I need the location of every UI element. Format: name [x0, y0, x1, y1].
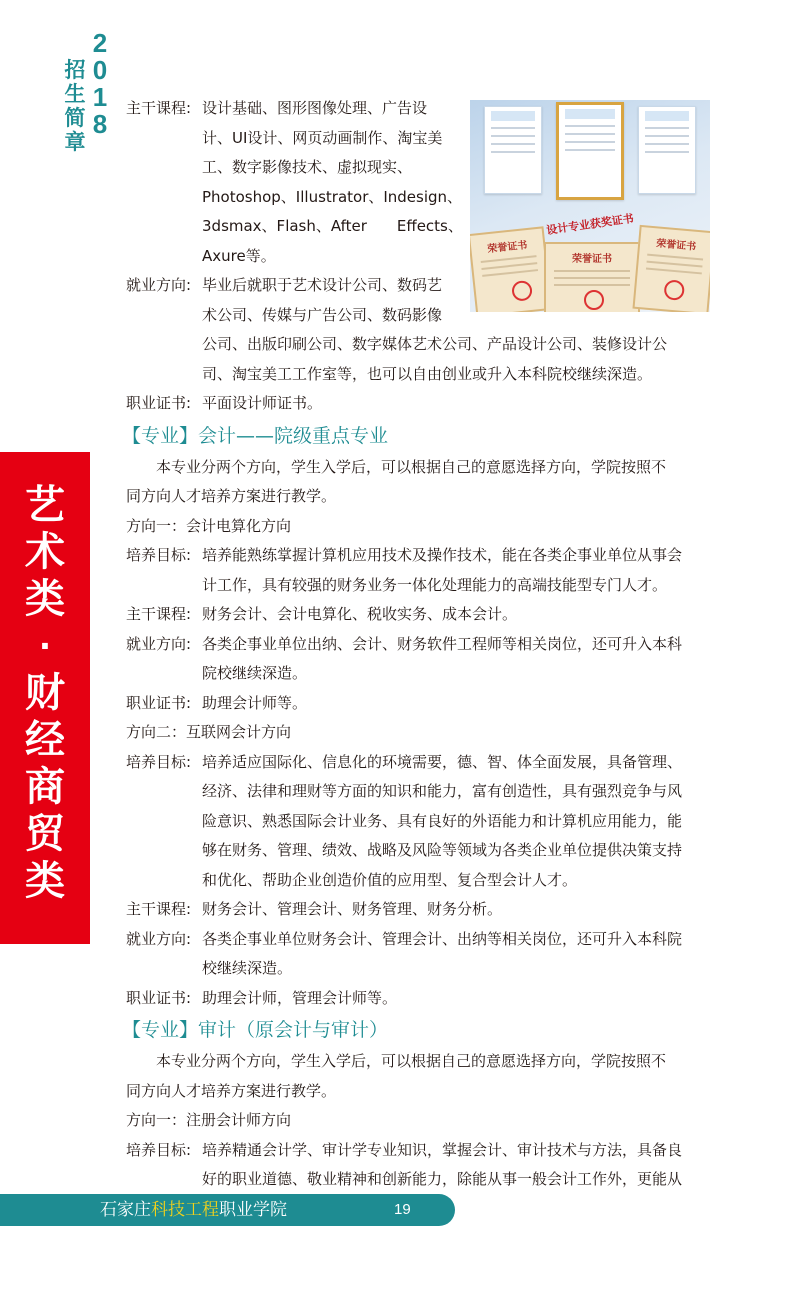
- field-label: 职业证书:: [126, 988, 192, 1007]
- category-label: [0, 482, 90, 905]
- footer-bar: [0, 1194, 455, 1226]
- page-content: [122, 94, 716, 1195]
- brand-char: 章: [64, 130, 86, 154]
- text-line: Axure等。: [202, 246, 276, 265]
- text-line: 和优化、帮助企业创造价值的应用型、复合型会计人才。: [202, 870, 578, 889]
- text-line: 术公司、传媒与广告公司、数码影像: [202, 305, 443, 324]
- field-text: [202, 925, 716, 984]
- text-line: 培养精通会计学、审计学专业知识，掌握会计、审计技术与方法，具备良: [202, 1140, 683, 1159]
- main-courses: [126, 895, 716, 925]
- direction-heading: 方向一：会计电算化方向: [126, 516, 292, 535]
- professional-certificate: [126, 689, 716, 719]
- field-label: 就业方向:: [126, 634, 192, 653]
- direction-heading: 方向二：互联网会计方向: [126, 723, 292, 741]
- text-line: 好的职业道德、敬业精神和创新能力，除能从事一般会计工作外，更能从: [202, 1170, 683, 1188]
- main-courses: [126, 600, 716, 630]
- text-line: Photoshop、Illustrator、Indesign、: [202, 187, 463, 206]
- category-char: 贸: [25, 811, 65, 857]
- design-certificate: [126, 389, 716, 419]
- school-name-highlight: 科技工程: [151, 1200, 219, 1220]
- text-line: 够在财务、管理、绩效、战略及风险等领域为各类企业单位提供决策支持: [202, 841, 683, 859]
- field-text: [202, 748, 716, 896]
- section-title-accounting: 【专业】会计——院级重点专业: [122, 424, 389, 447]
- brand-year: [89, 30, 111, 138]
- training-goal: [126, 748, 716, 896]
- section-title-audit: 【专业】审计（原会计与审计）: [122, 1019, 389, 1041]
- category-char: 艺: [25, 482, 65, 528]
- design-career: [126, 271, 716, 389]
- field-text: 助理会计师等。: [202, 693, 308, 712]
- year-digit: 1: [92, 82, 108, 112]
- section-intro: [126, 1047, 716, 1106]
- page-number: 19: [394, 1201, 411, 1218]
- field-label: 就业方向:: [126, 276, 192, 294]
- career-direction: [126, 925, 716, 984]
- field-text: [202, 630, 716, 689]
- field-label: 培养目标:: [126, 752, 192, 771]
- category-side-tab: [0, 452, 90, 944]
- text-line: 经济、法律和理财等方面的知识和能力，富有创造性，具有强烈竞争与风: [202, 782, 683, 800]
- text-line: 同方向人才培养方案进行教学。: [126, 487, 337, 505]
- category-char: 类: [25, 576, 65, 622]
- category-char: 商: [25, 764, 65, 810]
- category-char: 财: [25, 670, 65, 716]
- text-line: 工、数字影像技术、虚拟现实、: [202, 158, 413, 176]
- category-char: 经: [25, 717, 65, 763]
- brand-subtitle: [62, 58, 88, 154]
- text-line: 培养能熟练掌握计算机应用技术及操作技术，能在各类企事业单位从事会: [202, 546, 683, 564]
- award-title: 荣誉证书: [655, 238, 697, 253]
- award-title: 荣誉证书: [572, 254, 612, 265]
- text-line: 计工作，具有较强的财务业务一体化处理能力的高端技能型专门人才。: [202, 575, 668, 594]
- direction-heading: 方向一：注册会计师方向: [126, 1111, 292, 1129]
- field-label: 职业证书:: [126, 693, 192, 712]
- field-text: 财务会计、会计电算化、税收实务、成本会计。: [202, 605, 518, 623]
- text-line: 各类企事业单位出纳、会计、财务软件工程师等相关岗位，还可升入本科: [202, 634, 683, 653]
- year-digit: 2: [92, 28, 108, 58]
- category-separator: ·: [38, 627, 52, 665]
- text-line: 3dsmax、Flash、After Effects、: [202, 217, 463, 235]
- text-line: 公司、出版印刷公司、数字媒体艺术公司、产品设计公司、装修设计公: [202, 335, 668, 353]
- brand-char: 生: [64, 82, 86, 106]
- field-text: [202, 271, 716, 389]
- field-label: 培养目标:: [126, 546, 192, 564]
- training-goal: [126, 541, 716, 600]
- field-text: [202, 94, 464, 271]
- school-name-part: 职业学院: [219, 1200, 287, 1220]
- text-line: 设计基础、图形图像处理、广告设: [202, 99, 428, 117]
- year-digit: 0: [92, 55, 108, 85]
- text-line: 本专业分两个方向，学生入学后，可以根据自己的意愿选择方向，学院按照不: [156, 457, 667, 476]
- text-line: 同方向人才培养方案进行教学。: [126, 1081, 337, 1100]
- field-label: 主干课程:: [126, 605, 192, 623]
- school-name-part: 石家庄: [100, 1200, 151, 1220]
- category-char: 术: [25, 529, 65, 575]
- field-text: [202, 541, 716, 600]
- school-name: [100, 1198, 287, 1222]
- brand-char: 招: [64, 58, 86, 82]
- text-line: 院校继续深造。: [202, 664, 308, 682]
- field-label: 培养目标:: [126, 1140, 192, 1159]
- field-label: 职业证书:: [126, 394, 192, 412]
- field-text: [202, 1136, 716, 1195]
- brand-char: 简: [64, 106, 86, 130]
- text-line: 各类企事业单位财务会计、管理会计、出纳等相关岗位，还可升入本科院: [202, 929, 683, 948]
- field-label: 就业方向:: [126, 929, 192, 948]
- career-direction: [126, 630, 716, 689]
- text-line: 校继续深造。: [202, 959, 293, 977]
- year-digit: 8: [92, 109, 108, 139]
- field-label: 主干课程:: [126, 99, 192, 117]
- award-banner: 设计专业获奖证书: [545, 211, 635, 238]
- text-line: 司、淘宝美工工作室等，也可以自由创业或升入本科院校继续深造。: [202, 364, 653, 383]
- text-line: 培养适应国际化、信息化的环境需要，德、智、体全面发展，具备管理、: [202, 752, 683, 771]
- category-char: 类: [25, 858, 65, 904]
- field-label: 主干课程:: [126, 900, 192, 918]
- text-line: 险意识、熟悉国际会计业务、具有良好的外语能力和计算机应用能力，能: [202, 811, 683, 830]
- training-goal: [126, 1136, 716, 1195]
- field-text: 助理会计师，管理会计师等。: [202, 988, 398, 1007]
- section-intro: [126, 453, 716, 512]
- field-text: 财务会计、管理会计、财务管理、财务分析。: [202, 900, 503, 918]
- text-line: 本专业分两个方向，学生入学后，可以根据自己的意愿选择方向，学院按照不: [156, 1052, 667, 1070]
- design-courses: [126, 94, 716, 271]
- brochure-brand: [62, 30, 112, 160]
- field-text: 平面设计师证书。: [202, 394, 323, 412]
- text-line: 毕业后就职于艺术设计公司、数码艺: [202, 276, 443, 294]
- award-title: 荣誉证书: [486, 240, 528, 256]
- professional-certificate: [126, 984, 716, 1014]
- text-line: 计、UI设计、网页动画制作、淘宝美: [202, 128, 443, 147]
